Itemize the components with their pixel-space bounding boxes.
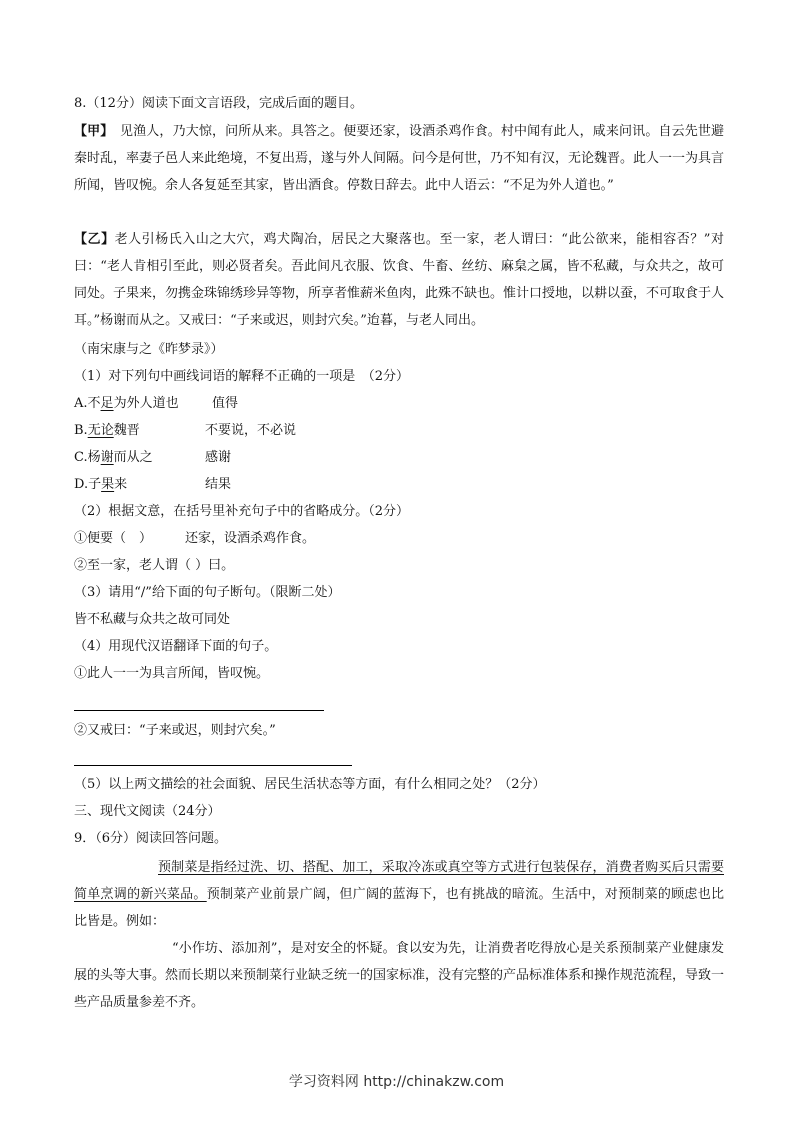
q9-paragraph-2: “小作坊、添加剂”，是对安全的怀疑。食以安为先，让消费者吃得放心是关系预制菜产业健康发展的头等大事。然而长期以来预制菜行业缺乏统一的国家标准，没有完整的产品标准体系和操作规范流程，导致一些产品质量参差不齐。 (74, 941, 725, 1010)
option-c (74, 448, 232, 468)
answer-blank-line (74, 765, 352, 766)
option-gloss: 感谢 (205, 450, 232, 465)
sub2-stem: （2）根据文意，在括号里补充句子中的省略成分。（2分） (74, 504, 410, 519)
passage-source: （南宋康与之《昨梦录》） (74, 342, 224, 357)
underlined-word: 谢 (100, 450, 114, 465)
sub2-item2: ②至一家，老人谓（ ）曰。 (74, 558, 235, 573)
jia-text: 见渔人，乃大惊，问所从来。具答之。便要还家，设酒杀鸡作食。村中闻有此人，咸来问讯。自云先世避秦时乱，率妻子邑人来此绝境，不复出焉，遂与外人间隔。问今是何世，乃不知有汉，无论魏晋。此人一一为具言所闻，皆叹惋。余人各复延至其家，皆出酒食。停数日辞去。此中人语云：“不足为外人道也。” (74, 124, 725, 193)
sub4-item2: ②又戒曰：“子来或迟，则封穴矣。” (74, 723, 276, 738)
q9-heading: 9．（6分）阅读回答问题。 (74, 831, 228, 846)
option-text: 而从之 (113, 450, 153, 465)
sub3-sentence: 皆不私藏与众共之故可同处 (74, 612, 231, 627)
option-text: 杨 (87, 450, 101, 465)
option-gloss: 结果 (205, 477, 232, 492)
option-text: 不 (87, 396, 101, 411)
option-text: 子 (88, 477, 102, 492)
sub2-item1-prefix: ①便要（ ） (74, 531, 153, 546)
option-b (74, 421, 297, 441)
underlined-word: 果 (101, 477, 115, 492)
underlined-word: 无论 (87, 423, 114, 438)
yi-text: 老人引杨氏入山之大穴，鸡犬陶冶，居民之大聚落也。至一家，老人谓曰：“此公欲来，能相容否？”对曰：“老人肯相引至此，则必贤者矣。吾此间凡衣服、饮食、牛畜、丝纺、麻枲之属，皆不私藏，与众共之，故可同处。子果来，勿携金珠锦绣珍异等物，所享者惟薪米鱼肉，此殊不缺也。惟计口授地，以耕以蚕，不可取食于人耳。”杨谢而从之。又戒曰：“子来或迟，则封穴矣。”迨暮，与老人同出。 (74, 232, 725, 328)
jia-tag: 【甲】 (74, 124, 107, 139)
sub4-stem: （4）用现代汉语翻译下面的句子。 (74, 639, 278, 654)
sub3-stem: （3）请用“/”给下面的句子断句。（限断二处） (74, 585, 341, 600)
option-label: C. (74, 450, 88, 465)
sub2-item1 (74, 529, 316, 549)
q9-paragraph-1 (74, 854, 724, 935)
option-label: B. (74, 423, 88, 438)
sub5-stem: （5）以上两文描绘的社会面貌、居民生活状态等方面，有什么相同之处？（2分） (74, 777, 546, 792)
option-label: D. (74, 477, 89, 492)
q8-passage-jia (74, 118, 724, 199)
option-d (74, 475, 232, 495)
yi-tag: 【乙】 (74, 232, 115, 247)
sub2-item1-rest: 还家，设酒杀鸡作食。 (185, 531, 316, 546)
option-gloss: 不要说，不必说 (205, 423, 297, 438)
q9-paragraph-1-rest: 预制菜产业前景广阔，但广阔的蓝海下，也有挑战的暗流。生活中，对预制菜的顾虑也比比皆是。例如： (74, 887, 724, 929)
option-label: A. (74, 396, 88, 411)
underlined-word: 足 (100, 396, 114, 411)
answer-blank-line (74, 710, 324, 711)
option-gloss: 值得 (212, 396, 239, 411)
q8-heading: 8.（12分）阅读下面文言语段，完成后面的题目。 (74, 96, 363, 111)
footer-watermark: 学习资料网 http://chinakzw.com (288, 1074, 505, 1090)
q9-underlined-definition: 预制菜是指经过洗、切、搭配、加工，采取冷冻或真空等方式进行包装保存，消费者购买后只需要简单烹调的新兴菜品。 (74, 860, 724, 902)
option-a (74, 394, 239, 414)
option-text: 魏晋 (113, 423, 140, 438)
option-text: 为外人道也 (113, 396, 179, 411)
q8-passage-yi (74, 226, 724, 334)
sub1-stem: （1）对下列句中画线词语的解释不正确的一项是 （2分） (74, 369, 410, 384)
section3-heading: 三、现代文阅读（24分） (74, 804, 221, 819)
option-text: 来 (114, 477, 128, 492)
sub4-item1: ①此人一一为具言所闻，皆叹惋。 (74, 666, 270, 681)
